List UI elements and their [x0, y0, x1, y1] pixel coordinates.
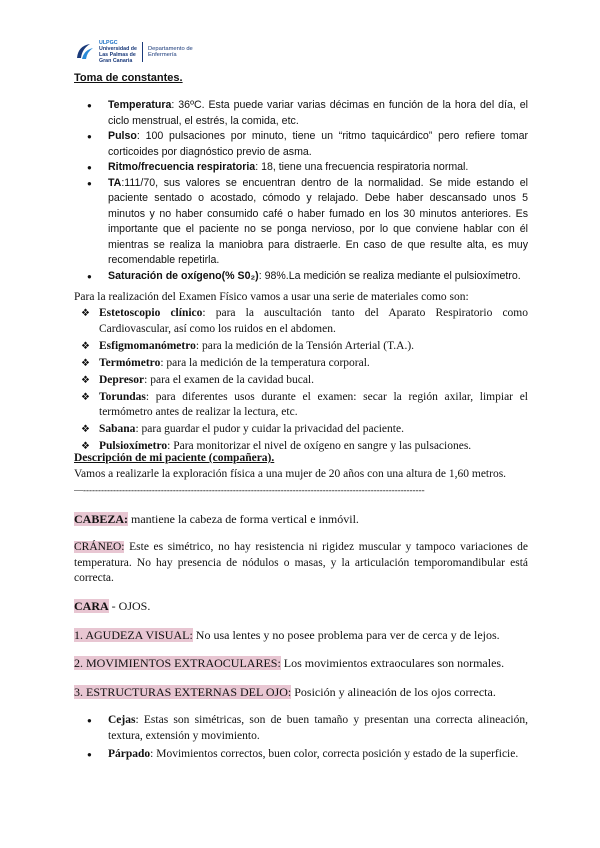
list-item: ❖ Esfigmomanómetro: para la medición de la Tensión Arterial (T.A.). [74, 339, 528, 355]
list-item: ● Cejas: Estas son simétricas, son de buen tamaño y presentan una correcta alineación, textura, extensión y movimiento. [74, 713, 528, 744]
logo-line2: Universidad de [99, 46, 137, 52]
list-item: ● Saturación de oxígeno(% S0₂): 98%.La medición se realiza mediante el pulsioxímetro. [74, 269, 528, 285]
materials-list [74, 306, 528, 456]
eye-list [74, 713, 528, 766]
list-item: ● Párpado: Movimientos correctos, buen color, correcta posición y estado de la superficie. [74, 747, 528, 763]
university-logo [74, 36, 193, 68]
estructuras-paragraph: 3. ESTRUCTURAS EXTERNAS DEL OJO: Posición y alineación de los ojos correcta. [74, 685, 496, 699]
section-title-patient: Descripción de mi paciente (compañera). [74, 452, 275, 464]
patient-description: Vamos a realizarle la exploración física a una mujer de 20 años con una altura de 1,60 metros. [74, 468, 507, 480]
list-item: ❖ Pulsioxímetro: Para monitorizar el nivel de oxígeno en sangre y las pulsaciones. [74, 439, 528, 455]
list-item: ❖ Estetoscopio clínico: para la auscultación tanto del Aparato Respiratorio como Cardiovascular, así como los ruidos en el abdomen. [74, 306, 528, 337]
logo-line1: ULPGC [99, 40, 118, 46]
cabeza-paragraph: CABEZA: mantiene la cabeza de forma vertical e inmóvil. [74, 512, 359, 526]
estructuras-label: 3. ESTRUCTURAS EXTERNAS DEL OJO: [74, 685, 292, 699]
movimientos-paragraph: 2. MOVIMIENTOS EXTRAOCULARES: Los movimientos extraoculares son normales. [74, 656, 505, 670]
agudeza-paragraph: 1. AGUDEZA VISUAL: No usa lentes y no posee problema para ver de cerca y de lejos. [74, 628, 500, 642]
dept-line2: Enfermería [147, 52, 177, 58]
ulpgc-logo-icon [74, 41, 96, 63]
logo-line4: Gran Canaria [99, 58, 133, 64]
agudeza-label: 1. AGUDEZA VISUAL: [74, 628, 193, 642]
university-name [99, 40, 137, 64]
craneo-paragraph: CRÁNEO: Este es simétrico, no hay resistencia ni rigidez muscular y tampoco variaciones de temperatura. No hay presencia de nódulos o masas, y la articulación temporomandibular está correcta. [74, 541, 528, 584]
list-item: ❖ Sabana: para guardar el pudor y cuidar la privacidad del paciente. [74, 422, 528, 438]
list-item: ● TA:111/70, sus valores se encuentran dentro de la normalidad. Se mide estando el paciente sentado o acostado, cómodo y relajado. Debe haber descansado unos 5 minutos y no haber consumido café o haber fumado en los 30 minutos anteriores. Es importante que el paciente no se ponga nervioso, por lo que conviene hablar con él mientras se realiza la maniobra para distraerle. En caso de que resulte alta, es muy recomendable repetirla. [74, 176, 528, 269]
materials-intro: Para la realización del Examen Físico vamos a usar una serie de materiales como son: [74, 291, 469, 303]
vitals-list [74, 98, 528, 284]
dept-line1: Departamento de [147, 45, 193, 52]
list-item: ● Pulso: 100 pulsaciones por minuto, tiene un “ritmo taquicárdico” pero refiere tomar corticoides por diagnóstico previo de asma. [74, 129, 528, 160]
cara-label: CARA [74, 599, 109, 613]
list-item: ❖ Depresor: para el examen de la cavidad bucal. [74, 373, 528, 389]
list-item: ❖ Torundas: para diferentes usos durante el examen: secar la región axilar, limpiar el termómetro antes de realizar la lectura, etc. [74, 390, 528, 421]
cara-paragraph: CARA - OJOS. [74, 599, 151, 613]
craneo-label: CRÁNEO: [74, 541, 125, 553]
list-item: ● Temperatura: 36ºC. Esta puede variar varias décimas en función de la hora del día, el ciclo menstrual, el estrés, la comida, etc. [74, 98, 528, 129]
dash-separator: —------------------------------------------------------------------------------------------------------------------ [74, 485, 425, 495]
cabeza-label: CABEZA: [74, 512, 129, 526]
logo-divider [142, 42, 143, 62]
section-title-vitals: Toma de constantes. [74, 72, 183, 84]
movimientos-label: 2. MOVIMIENTOS EXTRAOCULARES: [74, 656, 281, 670]
logo-line3: Las Palmas de [99, 52, 136, 58]
list-item: ❖ Termómetro: para la medición de la temperatura corporal. [74, 356, 528, 372]
department-name [148, 46, 193, 59]
list-item: ● Ritmo/frecuencia respiratoria: 18, tiene una frecuencia respiratoria normal. [74, 160, 528, 176]
